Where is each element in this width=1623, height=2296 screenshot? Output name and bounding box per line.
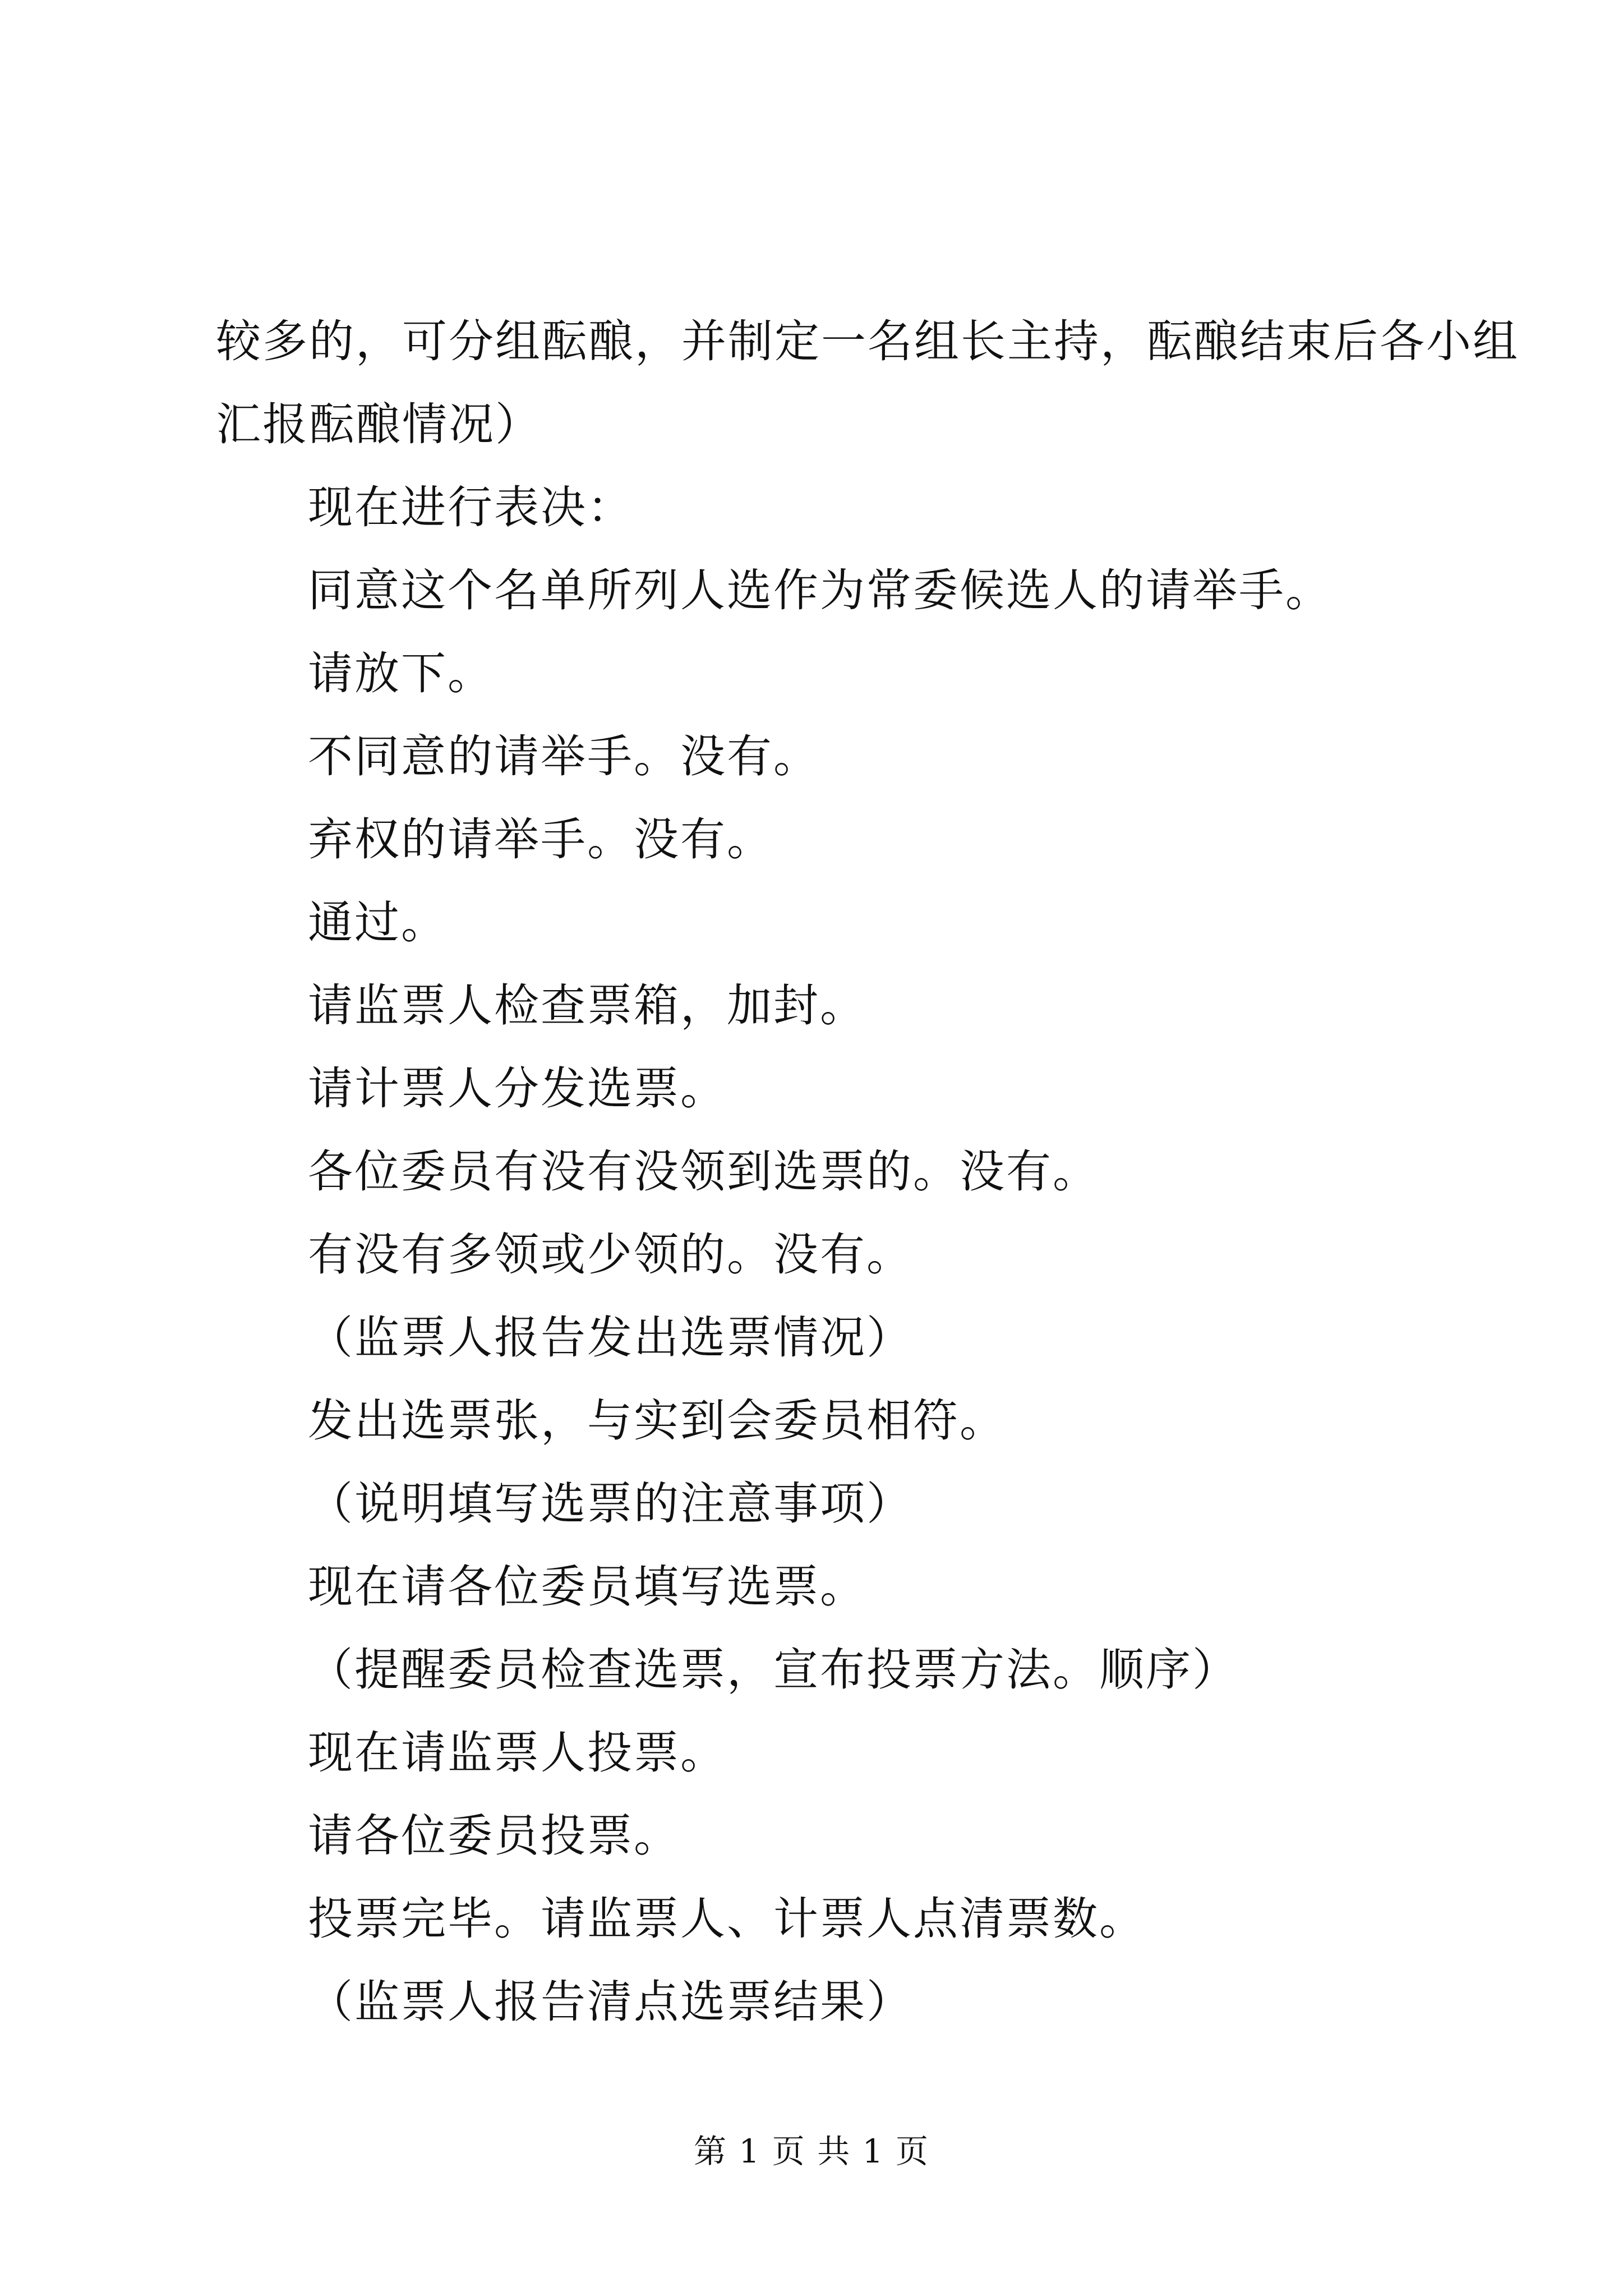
text-line: 有没有多领或少领的。没有。: [308, 1228, 913, 1281]
text-line: 同意这个名单所列人选作为常委候选人的请举手。: [308, 564, 1332, 616]
text-line: 各位委员有没有没领到选票的。没有。: [308, 1145, 1099, 1198]
text-line: （监票人报告清点选票结果）: [308, 1976, 913, 2028]
text-line: 弃权的请举手。没有。: [308, 813, 773, 866]
page-footer: 第 1 页 共 1 页: [694, 2132, 929, 2170]
text-line: （提醒委员检查选票，宣布投票方法。顺序）: [308, 1644, 1239, 1696]
document-body: [216, 300, 1519, 2044]
text-line: 请各位委员投票。: [308, 1810, 680, 1862]
text-line: （监票人报告发出选票情况）: [308, 1312, 913, 1364]
text-line: 现在请各位委员填写选票。: [308, 1561, 866, 1613]
text-line: 不同意的请举手。没有。: [308, 730, 820, 783]
text-line: 较多的，可分组酝酿，并制定一名组长主持，酝酿结束后各小组: [216, 315, 1519, 367]
text-line: 投票完毕。请监票人、计票人点清票数。: [308, 1893, 1146, 1945]
text-line: 汇报酝酿情况）: [216, 398, 542, 450]
text-line: 请计票人分发选票。: [308, 1062, 727, 1115]
text-line: 现在请监票人投票。: [308, 1727, 727, 1779]
text-line: 发出选票张，与实到会委员相符。: [308, 1395, 1006, 1447]
text-line: （说明填写选票的注意事项）: [308, 1478, 913, 1530]
text-line: 现在进行表决：: [308, 481, 634, 533]
text-line: 通过。: [308, 896, 448, 949]
text-line: 请监票人检查票箱，加封。: [308, 979, 866, 1032]
text-line: 请放下。: [308, 647, 494, 700]
